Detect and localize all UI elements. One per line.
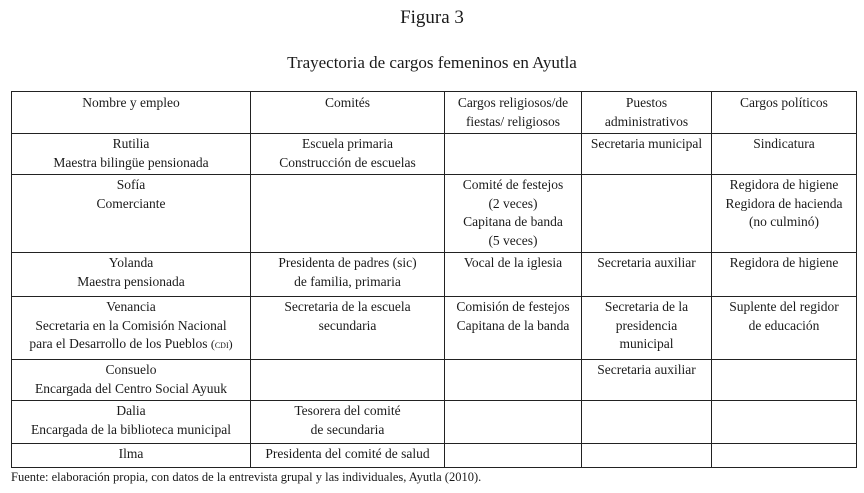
table-header-row: [12, 92, 857, 134]
cell-politicos: Regidora de higiene Regidora de hacienda (no culminó): [712, 175, 857, 253]
cell-administrativos: [582, 401, 712, 444]
table-row: [12, 175, 857, 253]
cdi-abbreviation: (cdi): [210, 337, 233, 351]
cell-religiosos: [445, 134, 582, 175]
cell-comites: Escuela primaria Construcción de escuelas: [251, 134, 445, 175]
source-note: Fuente: elaboración propia, con datos de la entrevista grupal y las individuales, Ayutla (2010).: [11, 470, 482, 484]
cell-administrativos: [582, 175, 712, 253]
cell-nombre: Dalia Encargada de la biblioteca municipal: [12, 401, 251, 444]
cell-comites: [251, 360, 445, 401]
cell-administrativos: Secretaria auxiliar: [582, 253, 712, 297]
table-row: [12, 401, 857, 444]
cell-comites: Tesorera del comité de secundaria: [251, 401, 445, 444]
header-religiosos: Cargos religiosos/de fiestas/ religiosos: [445, 92, 582, 134]
cell-administrativos: [582, 444, 712, 468]
cell-nombre: Yolanda Maestra pensionada: [12, 253, 251, 297]
table-row: [12, 360, 857, 401]
cargos-table: [11, 91, 857, 468]
cell-comites: Presidenta del comité de salud: [251, 444, 445, 468]
figure-label: Figura 3: [400, 7, 464, 28]
cell-administrativos: Secretaria de la presidencia municipal: [582, 297, 712, 360]
header-politicos: Cargos políticos: [712, 92, 857, 134]
cell-politicos: [712, 401, 857, 444]
cell-religiosos: Comité de festejos (2 veces) Capitana de banda (5 veces): [445, 175, 582, 253]
cell-politicos: [712, 360, 857, 401]
cell-administrativos: Secretaria auxiliar: [582, 360, 712, 401]
cell-religiosos: [445, 360, 582, 401]
cell-comites: Presidenta de padres (sic) de familia, primaria: [251, 253, 445, 297]
cell-nombre: Venancia Secretaria en la Comisión Nacional para el Desarrollo de los Pueblos (cdi): [12, 297, 251, 360]
cell-religiosos: Comisión de festejos Capitana de la banda: [445, 297, 582, 360]
cell-comites: [251, 175, 445, 253]
cell-nombre: Rutilia Maestra bilingüe pensionada: [12, 134, 251, 175]
table-row: [12, 444, 857, 468]
cell-politicos: Regidora de higiene: [712, 253, 857, 297]
cell-administrativos: Secretaria municipal: [582, 134, 712, 175]
cell-religiosos: Vocal de la iglesia: [445, 253, 582, 297]
cell-comites: Secretaria de la escuela secundaria: [251, 297, 445, 360]
cell-religiosos: [445, 444, 582, 468]
cell-nombre: Consuelo Encargada del Centro Social Ayuuk: [12, 360, 251, 401]
table-row: [12, 134, 857, 175]
cell-nombre: Ilma: [12, 444, 251, 468]
cell-religiosos: [445, 401, 582, 444]
cell-politicos: [712, 444, 857, 468]
header-administrativos: Puestos administrativos: [582, 92, 712, 134]
table-row: [12, 253, 857, 297]
table-row: [12, 297, 857, 360]
cell-politicos: Suplente del regidor de educación: [712, 297, 857, 360]
header-nombre: Nombre y empleo: [12, 92, 251, 134]
cell-politicos: Sindicatura: [712, 134, 857, 175]
cell-nombre: Sofía Comerciante: [12, 175, 251, 253]
figure-title: Trayectoria de cargos femeninos en Ayutla: [287, 53, 577, 72]
header-comites: Comités: [251, 92, 445, 134]
